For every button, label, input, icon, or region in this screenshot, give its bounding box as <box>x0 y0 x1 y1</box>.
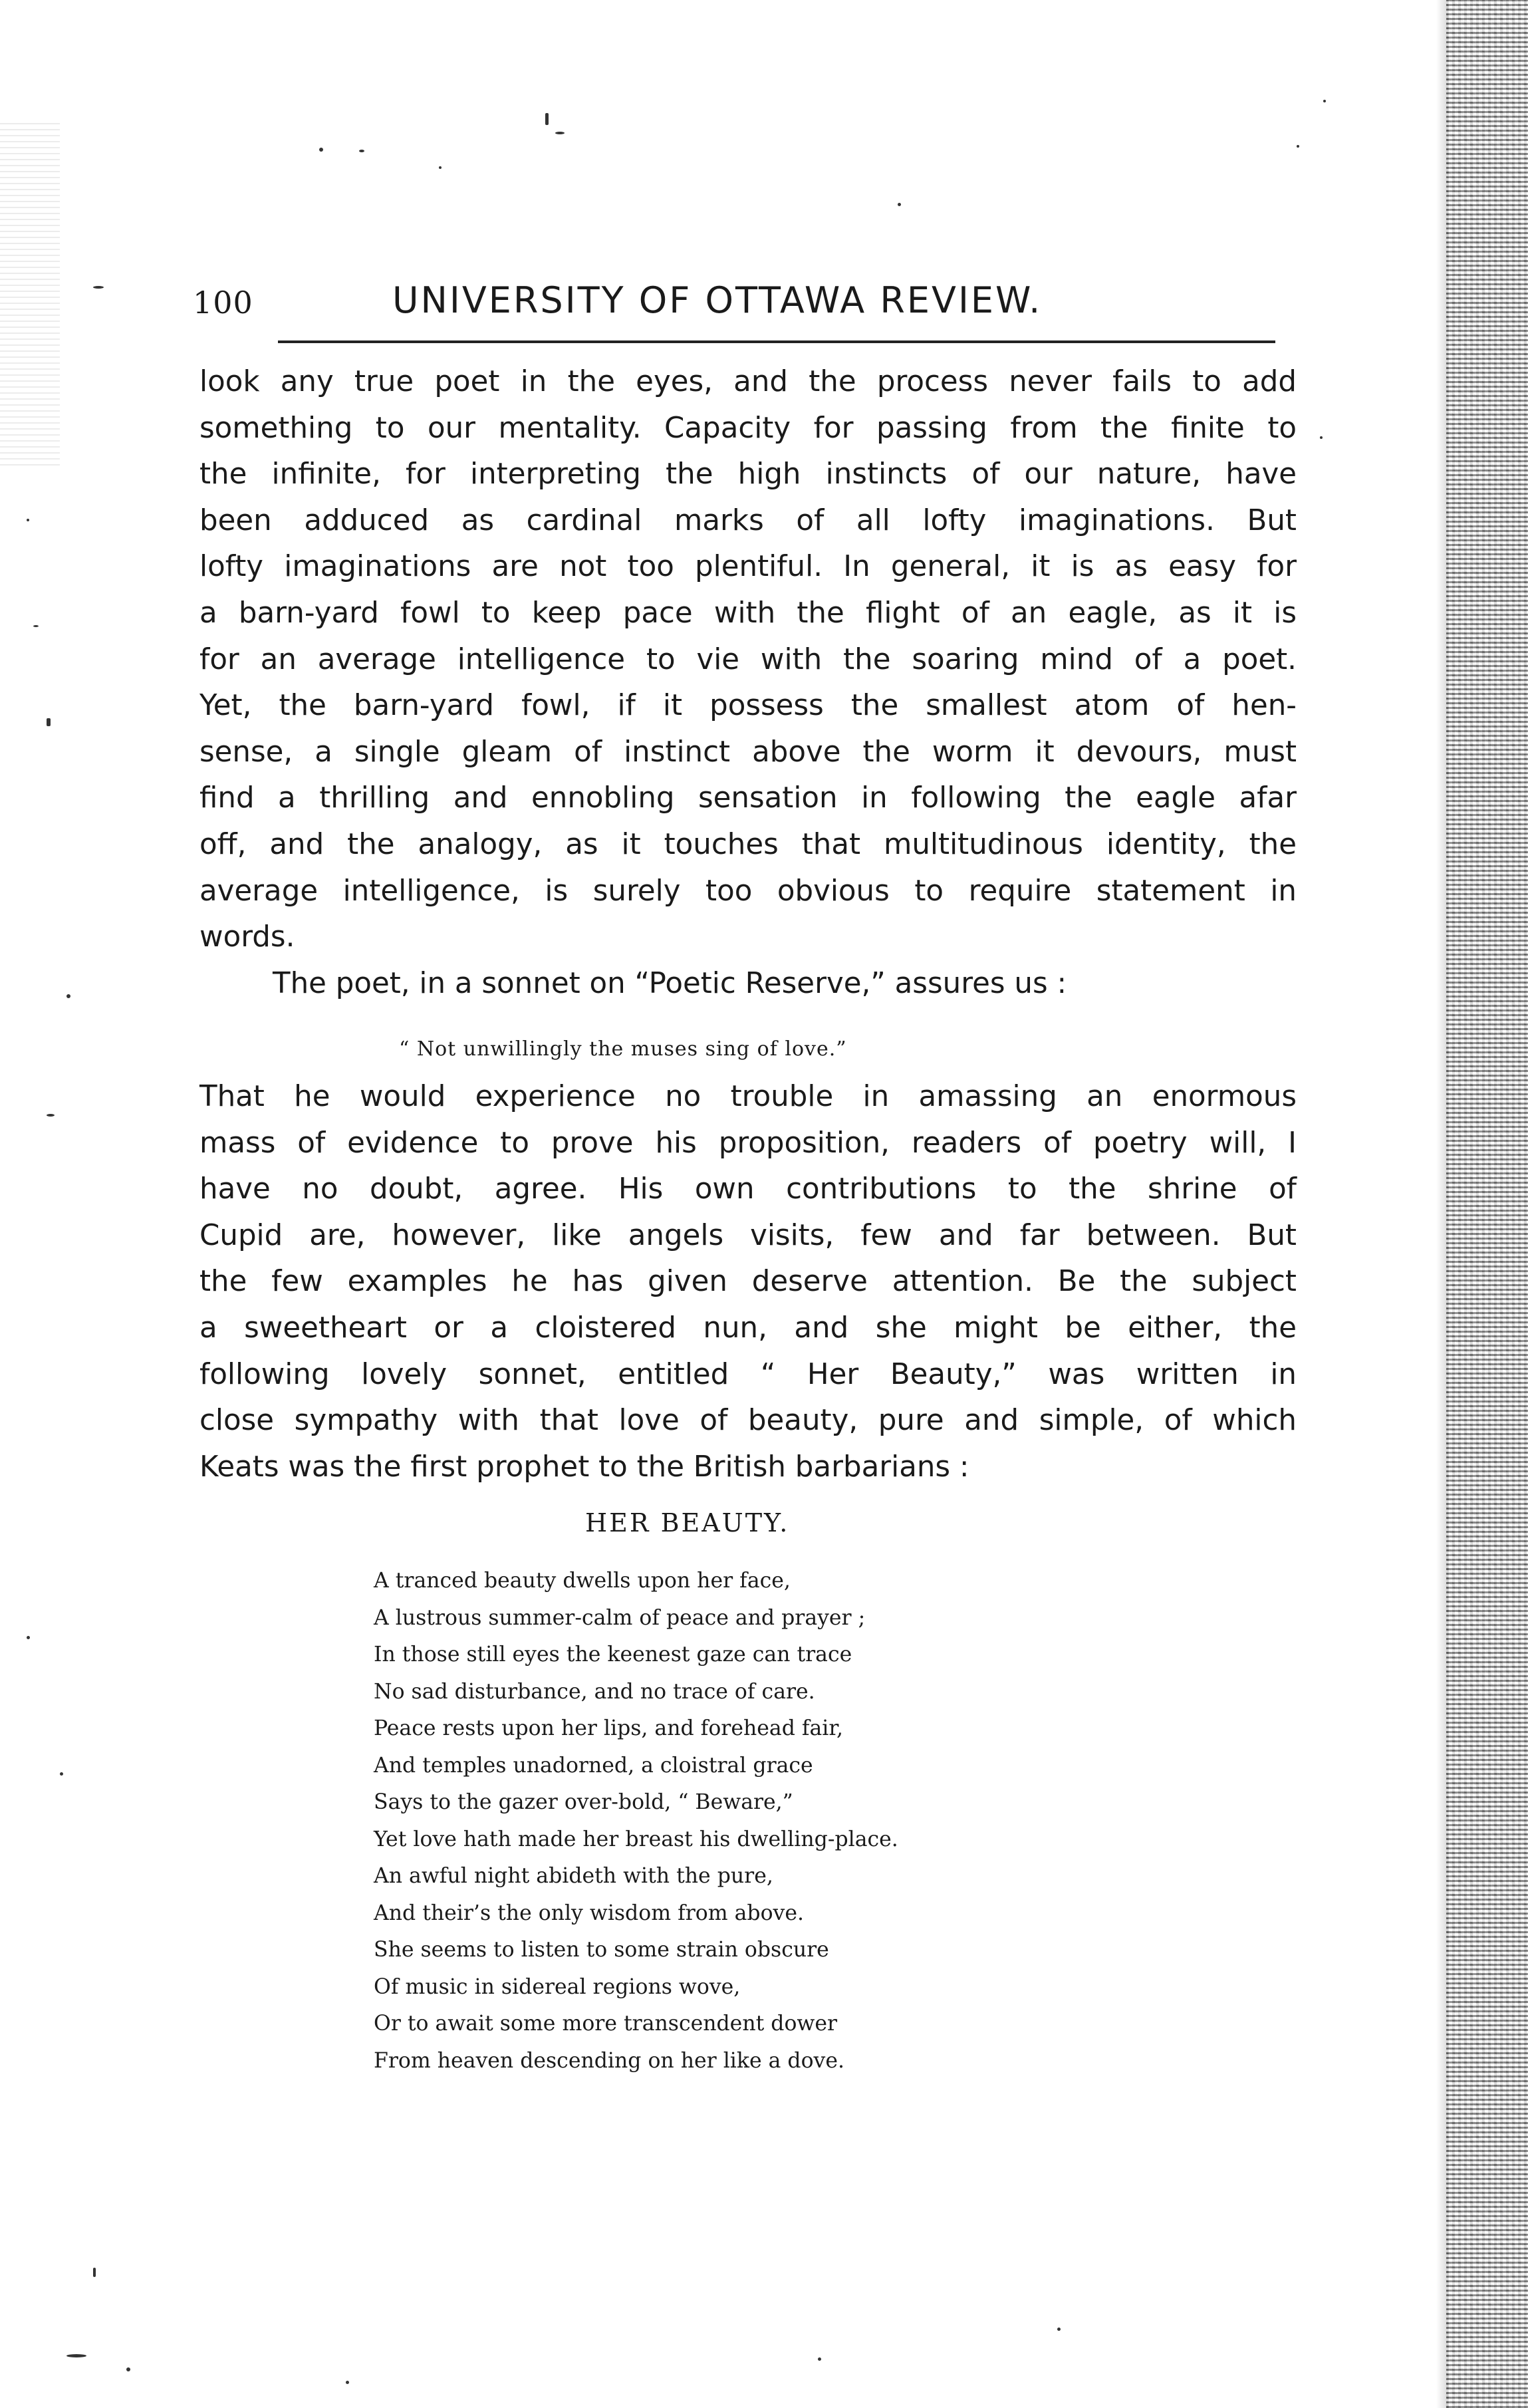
poem-line: A tranced beauty dwells upon her face, <box>374 1569 791 1593</box>
text-line: sense, a single gleam of instinct above the worm it devours, must <box>199 735 1297 769</box>
scan-speck <box>1320 436 1323 439</box>
poem-line: Of music in sidereal regions wove, <box>374 1974 741 1999</box>
poem-line: In those still eyes the keenest gaze can trace <box>374 1643 852 1667</box>
text-line: the infinite, for interpreting the high instincts of our nature, have <box>199 458 1297 491</box>
scan-speck <box>33 625 39 627</box>
scan-speck <box>818 2357 821 2361</box>
page-header <box>193 279 1277 326</box>
poem-line: From heaven descending on her like a dove. <box>374 2048 844 2073</box>
text-line: off, and the analogy, as it touches that multitudinous identity, the <box>199 827 1297 861</box>
poem-line: And temples unadorned, a cloistral grace <box>374 1753 813 1778</box>
scan-speck <box>555 132 565 134</box>
running-head: UNIVERSITY OF OTTAWA REVIEW. <box>392 279 1043 321</box>
intro-line: The poet, in a sonnet on “Poetic Reserve,” assures us : <box>273 967 1067 1000</box>
scan-speck <box>1057 2328 1061 2331</box>
scan-speck <box>545 113 549 125</box>
scan-speck <box>126 2367 130 2371</box>
poem-line: A lustrous summer-calm of peace and prayer ; <box>374 1605 866 1630</box>
paragraph-1 <box>199 359 1297 961</box>
scan-speck <box>898 203 901 206</box>
poem-line: No sad disturbance, and no trace of care. <box>374 1679 815 1704</box>
scan-speck <box>1297 145 1299 148</box>
text-line: words. <box>199 920 295 954</box>
scan-speck <box>346 2381 349 2384</box>
poem-line: Or to await some more transcendent dower <box>374 2012 838 2036</box>
header-rule <box>278 340 1275 343</box>
scan-speck <box>66 2354 86 2357</box>
page-number: 100 <box>193 285 253 321</box>
text-line: average intelligence, is surely too obvious to require statement in <box>199 874 1297 908</box>
scan-speck <box>319 148 323 152</box>
quotation: “ Not unwillingly the muses sing of love.” <box>399 1037 847 1061</box>
paragraph-2 <box>199 1074 1297 1490</box>
poem-line: Peace rests upon her lips, and forehead fair, <box>374 1716 843 1740</box>
text-line: following lovely sonnet, entitled “ Her Beauty,” was written in <box>199 1357 1297 1391</box>
text-line: lofty imaginations are not too plentiful. In general, it is as easy for <box>199 550 1297 584</box>
text-line: Keats was the first prophet to the British barbarians : <box>199 1450 969 1484</box>
text-line: That he would experience no trouble in amassing an enormous <box>199 1080 1297 1113</box>
text-line: a barn-yard fowl to keep pace with the flight of an eagle, as it is <box>199 596 1297 630</box>
text-line: something to our mentality. Capacity for passing from the finite to <box>199 411 1297 445</box>
scan-speck <box>47 1114 55 1117</box>
scan-speck <box>27 1636 30 1639</box>
text-line: close sympathy with that love of beauty, pure and simple, of which <box>199 1404 1297 1438</box>
text-line: been adduced as cardinal marks of all lofty imaginations. But <box>199 503 1297 537</box>
scan-speck <box>60 1772 63 1776</box>
scan-speck <box>47 718 51 726</box>
scan-speck <box>93 2268 96 2277</box>
text-line: Cupid are, however, like angels visits, few and far between. But <box>199 1218 1297 1252</box>
poem-title: HER BEAUTY. <box>585 1508 790 1538</box>
scan-speck <box>1323 100 1326 102</box>
poem-line: She seems to listen to some strain obscure <box>374 1938 829 1962</box>
scan-speck <box>359 150 364 152</box>
poem-line: Yet love hath made her breast his dwelling-place. <box>374 1827 898 1851</box>
scan-speck <box>66 994 70 998</box>
text-line: for an average intelligence to vie with the soaring mind of a poet. <box>199 642 1297 676</box>
poem-line: And their’s the only wisdom from above. <box>374 1901 804 1925</box>
text-line: have no doubt, agree. His own contributions to the shrine of <box>199 1172 1297 1206</box>
scan-noise-left <box>0 120 60 466</box>
page-edge-texture <box>1446 0 1528 2408</box>
text-line: Yet, the barn-yard fowl, if it possess the smallest atom of hen- <box>199 689 1297 723</box>
poem <box>374 1563 898 2079</box>
text-line: the few examples he has given deserve attention. Be the subject <box>199 1265 1297 1299</box>
scan-speck <box>93 286 104 289</box>
poem-line: An awful night abideth with the pure, <box>374 1864 773 1888</box>
scan-speck <box>27 519 29 521</box>
text-line: find a thrilling and ennobling sensation in following the eagle afar <box>199 781 1297 815</box>
poem-line: Says to the gazer over-bold, “ Beware,” <box>374 1790 793 1814</box>
text-line: a sweetheart or a cloistered nun, and she might be either, the <box>199 1311 1297 1345</box>
scan-speck <box>439 166 442 169</box>
text-line: mass of evidence to prove his proposition, readers of poetry will, I <box>199 1126 1297 1160</box>
text-line: look any true poet in the eyes, and the process never fails to add <box>199 365 1297 398</box>
